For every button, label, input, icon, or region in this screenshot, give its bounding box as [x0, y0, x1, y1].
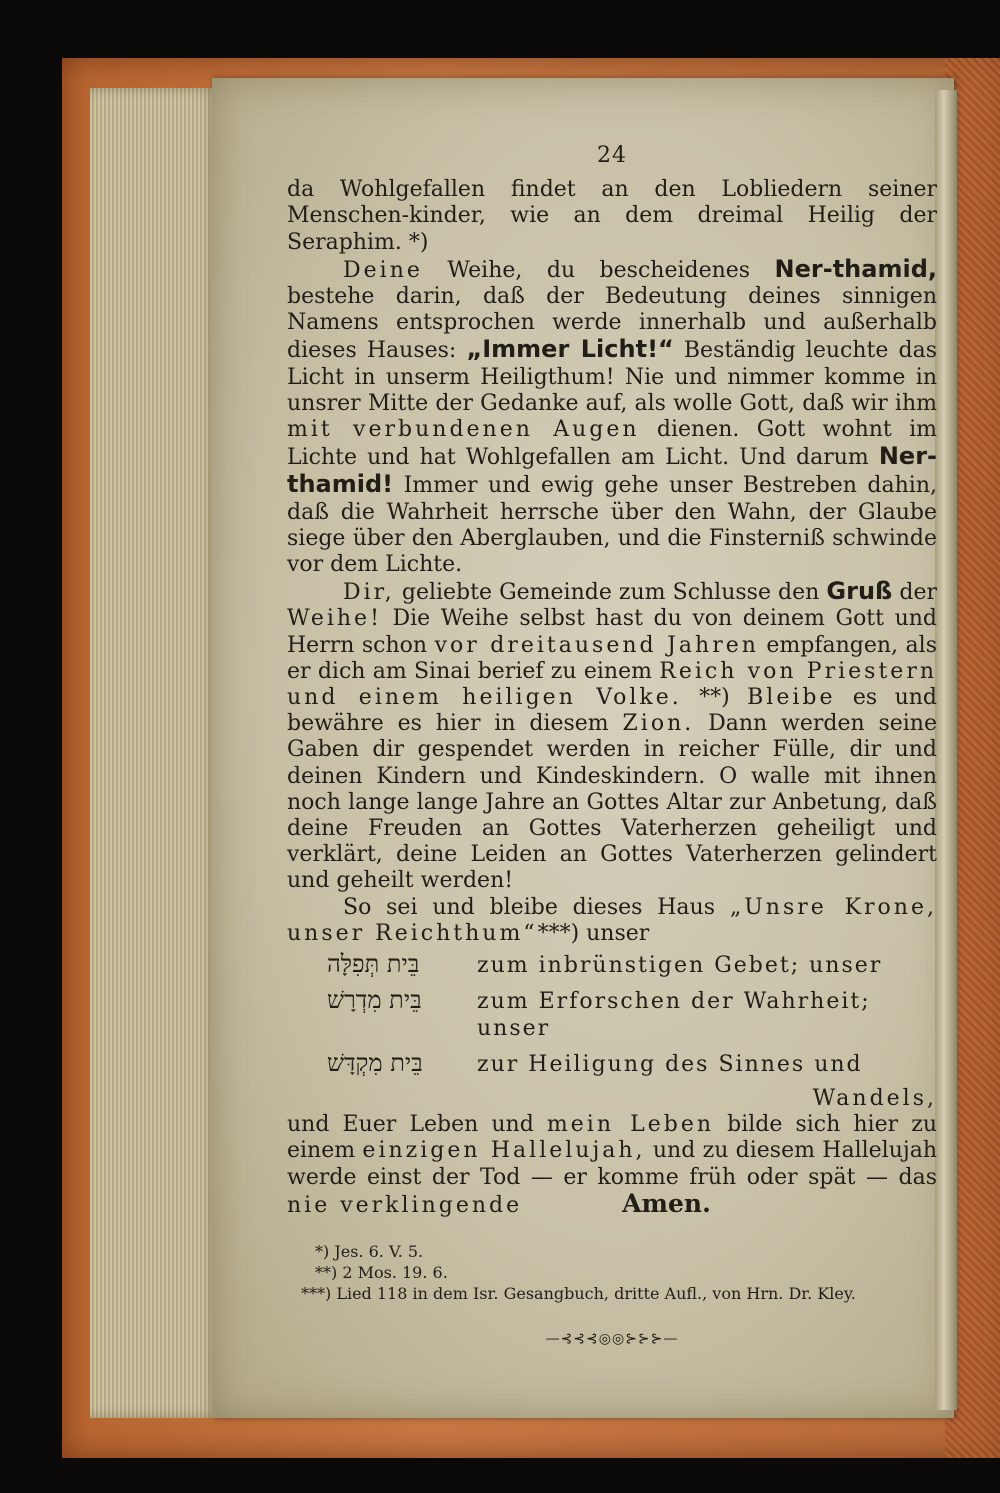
p5-d: bilde sich hier zu einem: [287, 1112, 937, 1164]
p3-e: Weihe!: [287, 606, 382, 632]
p5-b: und Euer Leben und: [287, 1112, 547, 1138]
page-number: 24: [597, 143, 627, 168]
p3-g: vor dreitausend Jahren: [434, 632, 759, 658]
p2-j: Immer und ewig gehe unser Bestreben dahin, daß die Wahrheit herrsche über den Wahn, der Glaube siege über den Aberglauben, und die Finsterniß schwinde vor dem Lichte.: [287, 473, 937, 578]
footnotes: [287, 1241, 937, 1304]
hebrew-text-2: בֵּית מִדְרָשׁ: [327, 986, 422, 1015]
ner-thamid-2: Ner-thamid!: [287, 442, 937, 499]
p5-c: mein Leben: [546, 1112, 715, 1138]
p2-b: Weihe, du bescheidenes: [422, 257, 775, 283]
p2-h: dienen. Gott wohnt im Lichte und hat Wohlgefallen am Licht. Und darum: [287, 417, 937, 471]
p2-d: bestehe darin, daß der Bedeutung deines sinnigen Namens entsprochen werde innerhalb und außerhalb dieses Hauses:: [287, 284, 937, 364]
p3-j: **): [681, 685, 748, 711]
p4-b: „Unsre Krone, unser Reichthum“: [287, 894, 937, 946]
p3-n: Dann werden seine Gaben dir gespendet werden in reicher Fülle, dir und deinen Kindern und Kindeskindern. O walle mit ihnen noch lange lange Jahre an Gottes Altar zur Anbetung, daß deine Freuden an Gottes Vaterherzen geheiligt und verklärt, deine Leiden an Gottes Vaterherzen gelindert und geheilt werden!: [287, 711, 937, 894]
p3-b: geliebte Gemeinde zum Schlusse den: [394, 580, 827, 606]
footnote-3: ***) Lied 118 in dem Isr. Gesangbuch, dritte Aufl., von Hrn. Dr. Kley.: [301, 1283, 856, 1303]
p4-a: So sei und bleibe dieses Haus: [343, 894, 730, 920]
p3-a: Dir,: [343, 580, 395, 606]
p3-m: Zion.: [622, 711, 695, 737]
hebrew-row-3: [287, 1050, 937, 1078]
page-right-edge: [935, 90, 957, 1410]
page-text: [287, 143, 937, 1352]
ner-thamid-1: Ner-thamid,: [774, 254, 937, 283]
p5-e: einzigen Hallelujah,: [362, 1138, 646, 1164]
paragraph-4: [287, 895, 937, 947]
p3-d: der: [892, 580, 937, 606]
p3-f: Die Weihe selbst hast du von deinem Gott und Herrn schon: [287, 606, 937, 658]
hebrew-desc-1: zum inbrünstigen Gebet; unser: [477, 953, 883, 979]
footnote-1: *) Jes. 6. V. 5.: [315, 1241, 424, 1261]
p2-f: Beständig leuchte das Licht in unserm Heiligthum! Nie und nimmer komme in unsrer Mitte der Gedanke auf, als wolle Gott, daß wir ihm: [287, 338, 937, 416]
p5-f: und zu diesem Hallelujah werde einst der Tod — er komme früh oder spät — das: [287, 1138, 937, 1190]
p5-g: nie verklingende: [287, 1192, 523, 1218]
paragraph-2: [287, 256, 937, 578]
hebrew-desc-2: zum Erforschen der Wahrheit; unser: [477, 989, 871, 1041]
hebrew-text-3: בֵּית מִקְדָּשׁ: [327, 1048, 423, 1077]
p4-c: ***) unser: [537, 920, 650, 946]
hebrew-text-1: בֵּית תְּפִלָּה: [327, 950, 420, 979]
amen: Amen.: [622, 1188, 711, 1218]
immer-licht: „Immer Licht!“: [466, 335, 674, 364]
p3-l: es und bewähre es hier in diesem: [287, 685, 937, 737]
paragraph-3: [287, 578, 937, 894]
wandels-line: Wandels,: [812, 1085, 937, 1111]
page-edges: [90, 88, 220, 1418]
hebrew-desc-3: zur Heiligung des Sinnes und: [477, 1051, 863, 1077]
ornament-divider: —⊰⊰⊰◎◎⊱⊱⊱—: [545, 1330, 679, 1347]
hebrew-row-1: [287, 951, 937, 979]
paragraph-5: [287, 1112, 937, 1219]
p3-h: empfangen, als er dich am Sinai berief zu einem: [287, 632, 937, 684]
gruss: Gruß: [826, 577, 893, 606]
p3-k: Bleibe: [747, 685, 836, 711]
p2-a: Deine: [343, 257, 423, 283]
p2-g: mit verbundenen Augen: [287, 417, 640, 443]
p3-i: Reich von Priestern und einem heiligen Volke.: [287, 658, 938, 711]
hebrew-row-2: [287, 987, 937, 1041]
paragraph-1: da Wohlgefallen findet an den Lobliedern seiner Menschen-kinder, wie an dem dreimal Heilig der Seraphim. *): [287, 177, 937, 255]
footnote-2: **) 2 Mos. 19. 6.: [315, 1262, 448, 1282]
